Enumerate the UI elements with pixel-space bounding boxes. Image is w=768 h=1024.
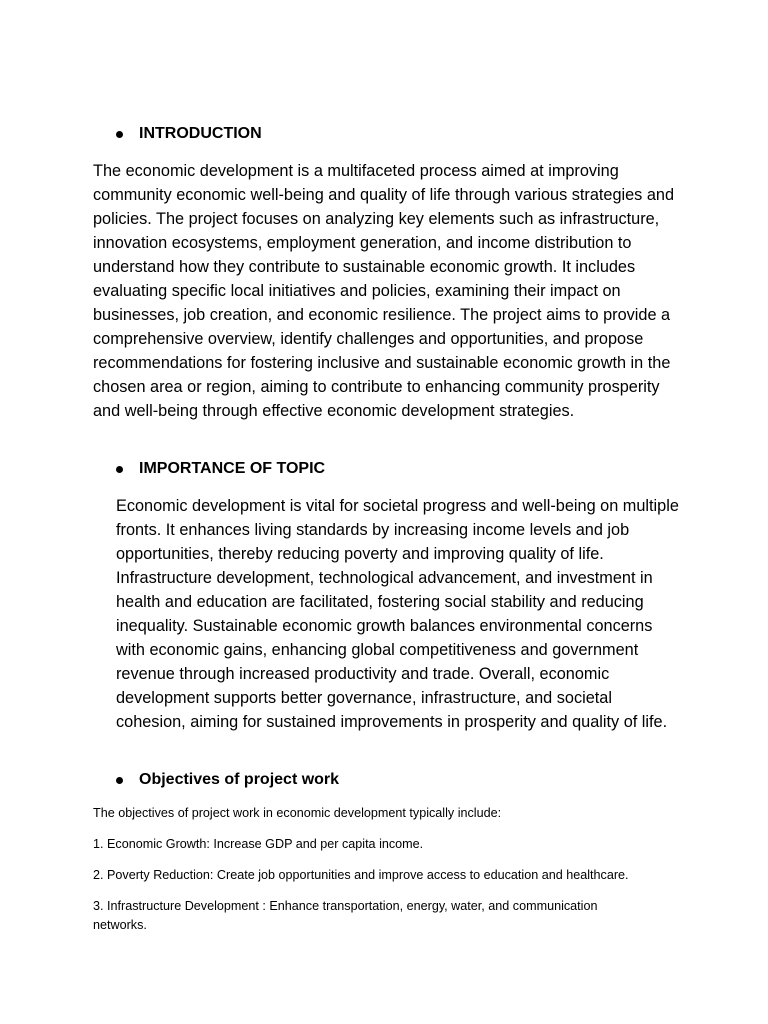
heading-text: INTRODUCTION — [139, 125, 262, 142]
heading-importance — [93, 459, 325, 479]
objective-item: 3. Infrastructure Development : Enhance transportation, energy, water, and communication networks. — [93, 899, 598, 932]
bullet-icon — [116, 131, 123, 138]
heading-text: IMPORTANCE OF TOPIC — [139, 460, 326, 477]
bullet-icon — [116, 466, 123, 473]
heading-introduction — [93, 124, 262, 144]
objective-item: 2. Poverty Reduction: Create job opportunities and improve access to education and healthcare. — [93, 868, 629, 882]
bullet-icon — [116, 777, 123, 784]
objective-item: 1. Economic Growth: Increase GDP and per capita income. — [93, 837, 424, 851]
heading-objectives — [93, 770, 339, 790]
importance-paragraph: Economic development is vital for societal progress and well-being on multiple fronts. It enhances living standards by increasing income levels and job opportunities, thereby reducing poverty and improving quality of life. Infrastructure development, technological advancement, and investment in health and education are facilitated, fostering social stability and reducing inequality. Sustainable economic growth balances environmental concerns with economic gains, enhancing global competitiveness and government revenue through increased productivity and trade. Overall, economic development supports better governance, infrastructure, and societal cohesion, aiming for sustained improvements in prosperity and quality of life. — [116, 497, 679, 731]
objectives-intro: The objectives of project work in economic development typically include: — [93, 806, 502, 820]
introduction-paragraph: The economic development is a multifaceted process aimed at improving community economic well-being and quality of life through various strategies and policies. The project focuses on analyzing key elements such as infrastructure, innovation ecosystems, employment generation, and income distribution to understand how they contribute to sustainable economic growth. It includes evaluating specific local initiatives and policies, examining their impact on businesses, job creation, and economic resilience. The project aims to provide a comprehensive overview, identify challenges and opportunities, and propose recommendations for fostering inclusive and sustainable economic growth in the chosen area or region, aiming to contribute to enhancing community prosperity and well-being through effective economic development strategies. — [93, 162, 675, 420]
heading-text: Objectives of project work — [139, 771, 340, 788]
